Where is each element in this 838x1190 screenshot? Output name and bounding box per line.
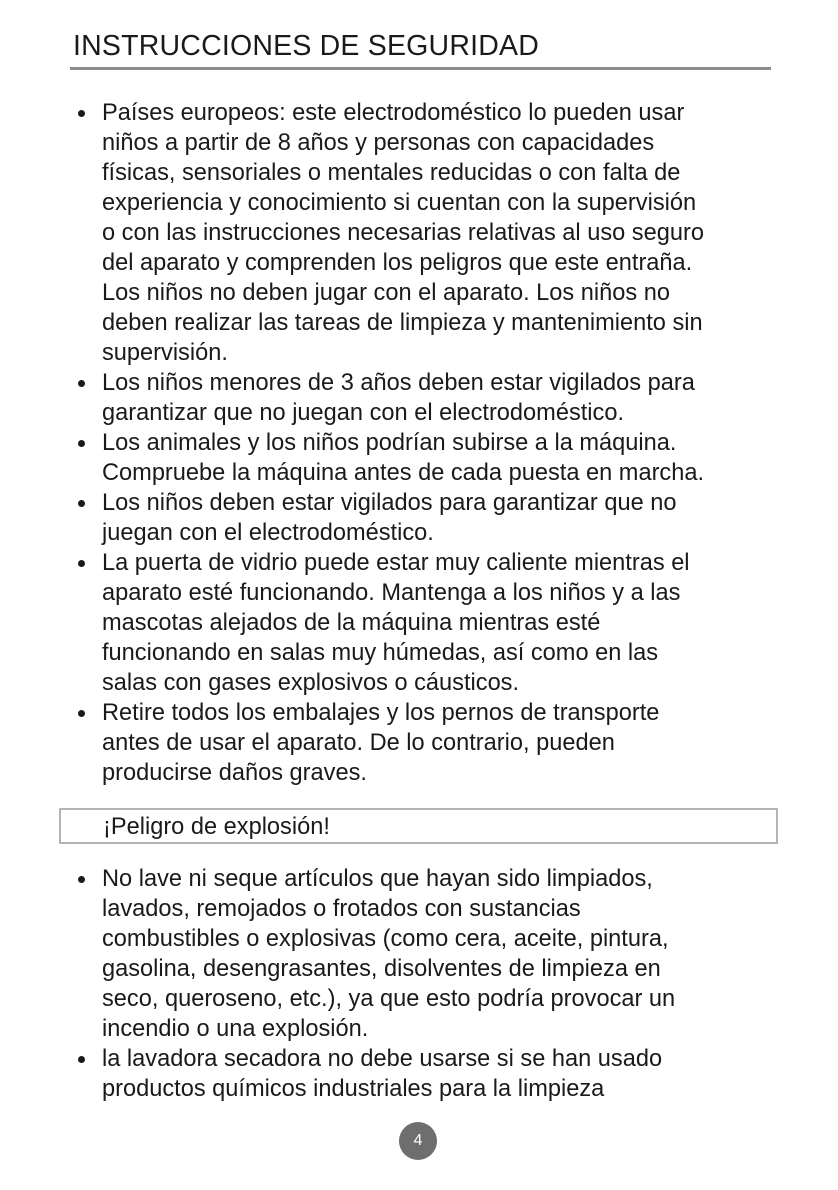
page-title: INSTRUCCIONES DE SEGURIDAD	[73, 30, 540, 62]
list-item-text: Retire todos los embalajes y los pernos de transporte antes de usar el aparato. De lo contrario, pueden producirse daños graves.	[102, 700, 660, 786]
safety-list-general	[0, 98, 838, 788]
bullet-icon	[78, 500, 85, 507]
bullet-icon	[78, 560, 85, 567]
explosion-warning-label: ¡Peligro de explosión!	[103, 814, 330, 840]
list-item	[0, 488, 838, 548]
list-item	[0, 864, 838, 1044]
list-item-text: La puerta de vidrio puede estar muy caliente mientras el aparato esté funcionando. Mantenga a los niños y a las mascotas alejados de la máquina mientras esté funcionando en salas muy húmedas, así como en las salas con gases explosivos o cáusticos.	[102, 550, 690, 696]
list-item-text: Países europeos: este electrodoméstico lo pueden usar niños a partir de 8 años y personas con capacidades físicas, sensoriales o mentales reducidas o con falta de experiencia y conocimiento si cuentan con la supervisión o con las instrucciones necesarias relativas al uso seguro del aparato y comprenden los peligros que este entraña. Los niños no deben jugar con el aparato. Los niños no deben realizar las tareas de limpieza y mantenimiento sin supervisión.	[102, 100, 704, 366]
list-item-text: la lavadora secadora no debe usarse si se han usado productos químicos industriales para la limpieza	[102, 1046, 663, 1102]
bullet-icon	[78, 876, 85, 883]
list-item-text: Los animales y los niños podrían subirse a la máquina. Compruebe la máquina antes de cada puesta en marcha.	[102, 430, 705, 486]
bullet-icon	[78, 1056, 85, 1063]
list-item	[0, 548, 838, 698]
list-item	[0, 1044, 838, 1104]
title-divider	[70, 67, 771, 70]
bullet-icon	[78, 440, 85, 447]
safety-list-explosion	[0, 864, 838, 1104]
list-item	[0, 368, 838, 428]
list-item-text: Los niños menores de 3 años deben estar vigilados para garantizar que no juegan con el electrodoméstico.	[102, 370, 695, 426]
list-item-text: Los niños deben estar vigilados para garantizar que no juegan con el electrodoméstico.	[102, 490, 677, 546]
list-item	[0, 428, 838, 488]
bullet-icon	[78, 710, 85, 717]
page-number-badge: 4	[399, 1122, 437, 1160]
list-item-text: No lave ni seque artículos que hayan sido limpiados, lavados, remojados o frotados con sustancias combustibles o explosivas (como cera, aceite, pintura, gasolina, desengrasantes, disolventes de limpieza en seco, queroseno, etc.), ya que esto podría provocar un incendio o una explosión.	[102, 866, 676, 1042]
list-item	[0, 698, 838, 788]
list-item	[0, 98, 838, 368]
bullet-icon	[78, 380, 85, 387]
bullet-icon	[78, 110, 85, 117]
explosion-warning-box	[59, 808, 778, 844]
